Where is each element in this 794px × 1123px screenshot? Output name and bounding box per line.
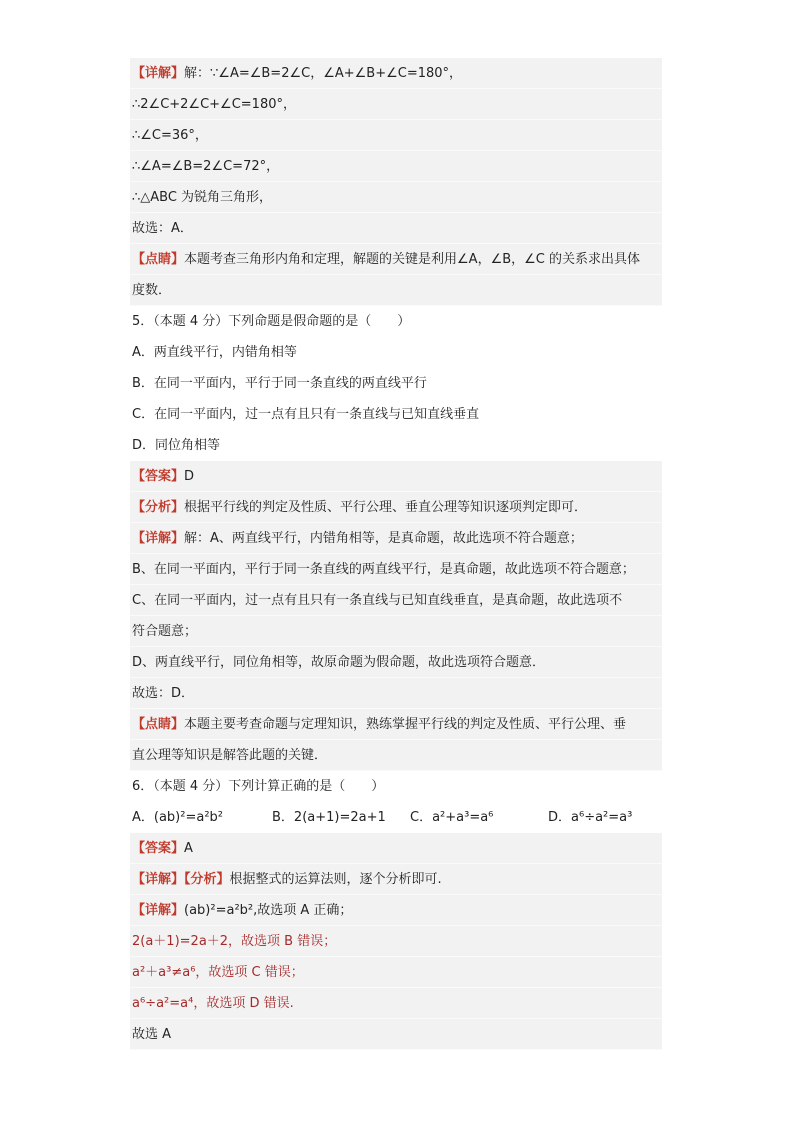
question-5-option-a: A．两直线平行，内错角相等: [132, 345, 297, 360]
detail-text: D、两直线平行，同位角相等，故原命题为假命题，故此选项符合题意．: [132, 655, 546, 670]
answer-text: D: [184, 469, 195, 484]
choose-line: [130, 678, 662, 709]
choose-text: 故选 A: [132, 1027, 172, 1042]
question-6-options: [130, 802, 662, 833]
remark-text: 度数．: [132, 283, 172, 298]
detail-text: (ab)²=a²b²,故选项 A 正确；: [184, 903, 353, 918]
choose-text: 故选：D．: [132, 686, 195, 701]
detail-text: 符合题意；: [132, 624, 198, 639]
detail-line-5: [130, 182, 662, 213]
remark-text: 本题主要考查命题与定理知识，熟练掌握平行线的判定及性质、平行公理、垂: [184, 717, 627, 732]
question-5-option-b: B．在同一平面内，平行于同一条直线的两直线平行: [132, 376, 427, 391]
answer-line: [130, 461, 662, 492]
detail-text: 解：∵∠A=∠B=2∠C，∠A+∠B+∠C=180°，: [184, 66, 463, 81]
detail-text: 2(a＋1)=2a＋2，故选项 B 错误；: [132, 934, 337, 949]
detail-line-2: [130, 926, 662, 957]
answer-text: A: [184, 841, 193, 856]
choose-text: 故选：A．: [132, 221, 193, 236]
remark-tag: 【点睛】: [132, 717, 185, 732]
detail-line-3: [130, 120, 662, 151]
detail-line-2: [130, 89, 662, 120]
question-5-option-d: D．同位角相等: [132, 438, 221, 453]
document-page: [130, 58, 662, 1050]
detail-text: B、在同一平面内，平行于同一条直线的两直线平行，是真命题，故此选项不符合题意；: [132, 562, 635, 577]
detail-text: 解：A、两直线平行，内错角相等，是真命题，故此选项不符合题意；: [184, 531, 583, 546]
question-6-option-a: A．(ab)²=a²b²: [132, 810, 224, 825]
detail-line-1: [130, 58, 662, 89]
remark-tag: 【点睛】: [132, 252, 185, 267]
detail-tag: 【详解】: [132, 903, 185, 918]
remark-line-1: [130, 709, 662, 740]
remark-text: 本题考查三角形内角和定理，解题的关键是利用∠A，∠B，∠C 的关系求出具体: [184, 252, 640, 267]
question-6-option-b: B．2(a+1)=2a+1: [272, 810, 386, 825]
analysis-tag: 【详解】【分析】: [132, 872, 230, 887]
detail-line-4: [130, 616, 662, 647]
detail-text: ∴∠A=∠B=2∠C=72°，: [132, 159, 280, 174]
remark-line-2: [130, 275, 662, 306]
question-5-option-c: C．在同一平面内，过一点有且只有一条直线与已知直线垂直: [132, 407, 480, 422]
question-6-option-c: C．a²+a³=a⁶: [410, 810, 494, 825]
detail-text: ∴△ABC 为锐角三角形，: [132, 190, 273, 205]
analysis-text: 根据整式的运算法则，逐个分析即可.: [229, 872, 442, 887]
answer-tag: 【答案】: [132, 469, 185, 484]
detail-line-3: [130, 957, 662, 988]
choose-line: [130, 1019, 662, 1050]
choose-line: [130, 213, 662, 244]
analysis-line: [130, 864, 662, 895]
question-5-stem: 5．（本题 4 分）下列命题是假命题的是（ ）: [132, 314, 411, 329]
detail-text: C、在同一平面内，过一点有且只有一条直线与已知直线垂直，是真命题，故此选项不: [132, 593, 623, 608]
detail-line-3: [130, 585, 662, 616]
detail-line-1: [130, 895, 662, 926]
detail-line-5: [130, 647, 662, 678]
question-6-stem: 6．（本题 4 分）下列计算正确的是（ ）: [132, 779, 385, 794]
remark-line-2: [130, 740, 662, 771]
detail-line-4: [130, 988, 662, 1019]
detail-text: a²＋a³≠a⁶，故选项 C 错误；: [132, 965, 304, 980]
remark-text: 直公理等知识是解答此题的关键．: [132, 748, 328, 763]
analysis-text: 根据平行线的判定及性质、平行公理、垂直公理等知识逐项判定即可．: [184, 500, 588, 515]
detail-text: ∴2∠C+2∠C+∠C=180°，: [132, 97, 296, 112]
detail-tag: 【详解】: [132, 66, 185, 81]
detail-line-2: [130, 554, 662, 585]
detail-text: a⁶÷a²=a⁴，故选项 D 错误.: [132, 996, 294, 1011]
detail-text: ∴∠C=36°，: [132, 128, 208, 143]
answer-tag: 【答案】: [132, 841, 185, 856]
detail-line-4: [130, 151, 662, 182]
question-6-option-d: D．a⁶÷a²=a³: [548, 810, 633, 825]
analysis-line: [130, 492, 662, 523]
detail-line-1: [130, 523, 662, 554]
answer-line: [130, 833, 662, 864]
remark-line-1: [130, 244, 662, 275]
analysis-tag: 【分析】: [132, 500, 185, 515]
detail-tag: 【详解】: [132, 531, 185, 546]
